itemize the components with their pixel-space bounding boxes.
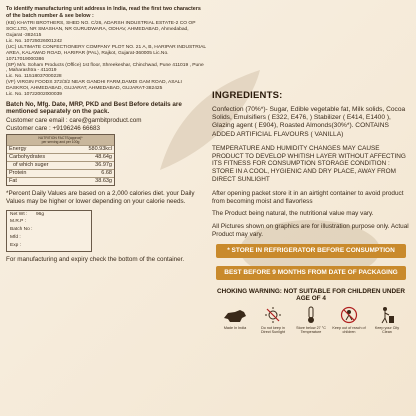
batch-line (10, 218, 88, 226)
left-column (6, 6, 206, 263)
nutrition-label: of which suger (13, 162, 49, 169)
batch-label: M.R.P : (10, 219, 26, 225)
icon-item (332, 306, 366, 335)
manufacturer-line: (VF) VIRGIN FOODS 372/3/2 NEAR GANDHI FARM,DAMDI GAM ROAD, ASALI DASKROI, AHMEDABAD, GUJARAT, AHMEDABAD, GUJARAT-382425 (6, 80, 182, 92)
icon-item (256, 306, 290, 335)
batch-line (10, 234, 88, 242)
best-before-badge: BEST BEFORE 9 MONTHS FROM DATE OF PACKAGING (216, 266, 406, 280)
ingredients-text: Confection (70%*)- Sugar, Edible vegetable fat, Milk solids, Cocoa Solids, Emulsifiers ( E322, E476, ) Stabilizer ( E414, E1400 ), Glazing agent ( E904), Roasted Almonds(30%*). CONTAINS ADDED ARTIFICIAL FLAVOURS ( VANILLA) (212, 106, 406, 138)
batch-line (10, 226, 88, 234)
nutrition-row (7, 169, 114, 177)
batch-line (10, 242, 88, 250)
pictures-disclaimer: All Pictures shown on graphics are for illustration purpose only. Actual Product may vary. (212, 223, 409, 238)
manufacturer-line: (KB) KHATRI BROTHERS, SHED NO. C/26, ADARSH INDUSTRIAL ESTATE-2 CO OP SOC.LTD, NR SMASHAN, NR GURUDWARA, ODHAV, AHMEDABAD, Ahmedabad, Gujarat -382415 (6, 21, 196, 38)
nutrition-table (6, 134, 115, 186)
nutrition-value: 38.63g (95, 178, 112, 185)
nutrition-value: 48.64g (95, 154, 112, 161)
icon-row (212, 306, 410, 335)
batch-label: Batch No : (10, 227, 33, 233)
icon-label: Made In India (223, 325, 247, 330)
batch-label: Exp : (10, 242, 21, 248)
batch-details-note: Batch No, Mfg. Date, MRP, PKD and Best Before details are mentioned separately on the pack. (6, 100, 182, 116)
manufacturer-line: Lic. No. 11518037000228 (6, 74, 62, 80)
after-opening-note: After opening packet store it in an airtight container to avoid product from becoming moist and flavorless (212, 189, 404, 205)
manufacturer-intro: To identify manufacturing unit address in India, read the first two characters of the batch number & see below : (6, 6, 201, 19)
storage-warning: TEMPERATURE AND HUMIDITY CHANGES MAY CAUSE PRODUCT TO DEVELOP WHITISH LAYER WITHOUT AFFECTING ITS FITNESS FOR CONSUMPTION STORAGE CONDITION : STORE IN A COOL, HYGIENIC AND DRY PLACE, AWAY FROM DIRECT SUNLIGHT (212, 144, 406, 183)
manufacturer-line: (SP) M/s. Soham Products (Office) 1st floor, Shreekeshar, Chinchwad, Pune 411019 , Pune , Maharashtra - 411019 (6, 62, 204, 74)
no-children-icon (340, 306, 358, 324)
nutrition-value: 36.97g (95, 162, 112, 169)
nutrition-value: 6.68 (101, 170, 112, 177)
keep-city-clean-icon (379, 306, 395, 324)
choking-warning: CHOKING WARNING: NOT SUITABLE FOR CHILDREN UNDER AGE OF 4 (216, 287, 406, 302)
ingredients-title: INGREDIENTS: (212, 90, 283, 101)
daily-values-note: *Percent Daily Values are based on a 2,000 calories diet. your Daily Values may be higher or lower depending on your calorie needs. (6, 190, 195, 205)
nutrition-value: 580.93kcl (88, 146, 112, 153)
nutrition-row (7, 177, 114, 185)
nutrition-label: Fat (9, 178, 17, 185)
icon-item (370, 306, 404, 335)
thermometer-icon (305, 306, 317, 324)
nutrition-label: Protein (9, 170, 27, 177)
no-sunlight-icon (264, 306, 282, 324)
refrigerator-badge: * STORE IN REFRIGERATOR BEFORE CONSUMPTION (216, 244, 406, 258)
icon-label: Keep your City Clean (374, 325, 400, 335)
nutrition-label: Carbohydrates (9, 154, 46, 161)
care-phone: Customer care : +9196246 66683 (6, 124, 100, 132)
batch-label: Mfd : (10, 234, 21, 240)
manufacturer-line: Lic. No. 10725026001242 (6, 38, 63, 44)
nutrition-subtitle: per serving and per 100g (41, 140, 80, 145)
icon-label: Do not keep in Direct Sunlight (261, 325, 285, 335)
icon-label: Keep out of reach of children (332, 325, 366, 335)
made-in-india-icon (222, 306, 248, 324)
batch-value: 96g (36, 211, 45, 217)
batch-info-box (6, 210, 92, 252)
natural-variation-note: The Product being natural, the nutritional value may vary. (212, 210, 374, 218)
nutrition-header (7, 135, 114, 145)
nutrition-label: Energy (9, 146, 27, 153)
manufacturer-line: (UC) ULTIMATE CONFECTIONERY COMPANY PLOT NO. 21 A, B, HARIPAR INDUSTRIAL AREA, KALAWAD ROAD, HARIPAR (PAL), Rajkot, Gujarat-360005 Lic.No. 10717019000386 (6, 44, 206, 62)
right-column (212, 6, 410, 335)
nutrition-title: NUTRITION FACTS(approx)* (38, 136, 83, 141)
manufacturer-list (6, 21, 206, 98)
icon-item (218, 306, 252, 335)
icon-item (294, 306, 328, 335)
care-email: Customer care email : care@gambitproduct.com (6, 116, 142, 124)
manufacturer-line: Lic. No. 10722002000039 (6, 92, 63, 98)
nutrition-row (7, 153, 114, 161)
batch-line (10, 211, 88, 219)
expiry-check-note: For manufacturing and expiry check the bottom of the container. (6, 255, 185, 263)
batch-label: Net Wt : (10, 211, 28, 217)
customer-care (6, 117, 206, 133)
icon-label: Store below 27 °C Temperature (296, 325, 326, 335)
nutrition-row (7, 161, 114, 169)
nutrition-row (7, 145, 114, 153)
